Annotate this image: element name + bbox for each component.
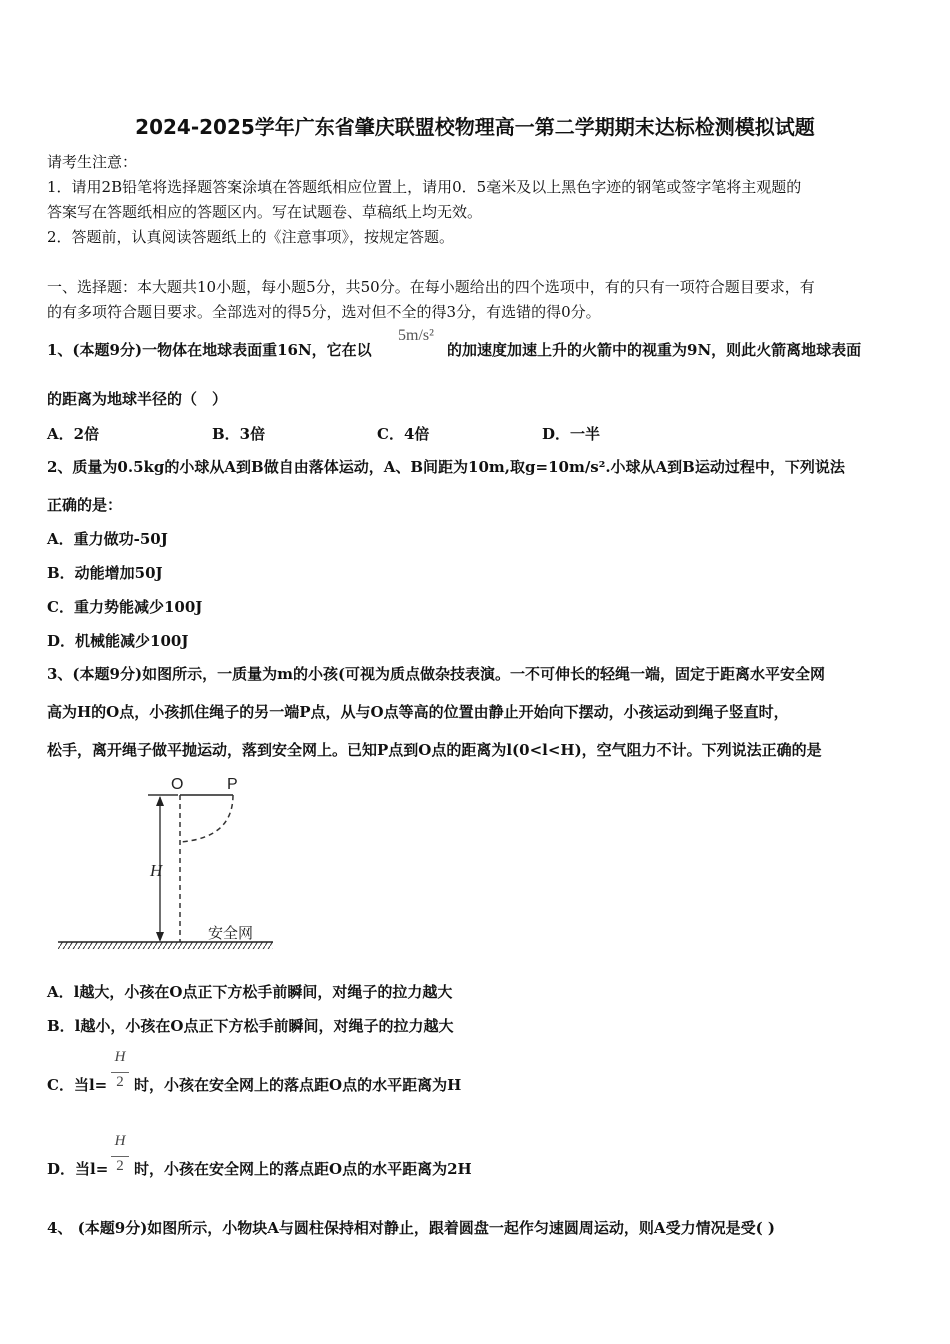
label-p: P: [227, 776, 238, 793]
notice-line-2: 2．答题前，认真阅读答题纸上的《注意事项》，按规定答题。: [47, 228, 455, 246]
fraction-denominator: 2: [116, 1074, 124, 1090]
notice-line-1a: 1．请用2B铅笔将选择题答案涂填在答题纸相应位置上，请用0．5毫米及以上黑色字迹的钢笔或签字笔将主观题的: [47, 178, 802, 196]
section-line-1: 一、选择题：本大题共10小题，每小题5分，共50分。在每小题给出的四个选项中，有的只有一项符合题目要求，有: [47, 278, 815, 296]
arrow-head-down: [156, 932, 164, 942]
q2-option-c: C．重力势能减少100J: [47, 598, 203, 616]
q1-text-line2: 的距离为地球半径的（ ）: [47, 390, 228, 408]
label-h: H: [150, 861, 163, 880]
q3-option-a: A．l越大，小孩在O点正下方松手前瞬间，对绳子的拉力越大: [47, 983, 453, 1001]
notice-heading: 请考生注意：: [47, 153, 138, 171]
q1-option-a: A．2倍: [47, 425, 100, 443]
q1-option-c: C．4倍: [377, 425, 430, 443]
page-title: 2024-2025学年广东省肇庆联盟校物理高一第二学期期末达标检测模拟试题: [135, 115, 815, 139]
q3-option-d-pre: D．当l=: [47, 1160, 109, 1178]
q3-option-c-pre: C．当l=: [47, 1076, 108, 1094]
fraction-bar: [111, 1072, 129, 1073]
q3-text-line2: 高为H的O点，小孩抓住绳子的另一端P点，从与O点等高的位置由静止开始向下摆动，小孩运动到绳子竖直时，: [47, 703, 789, 721]
q3-option-d-fraction: [111, 1133, 129, 1179]
q1-option-b: B．3倍: [212, 425, 266, 443]
q3-option-c-post: 时，小孩在安全网上的落点距O点的水平距离为H: [134, 1076, 462, 1094]
q3-option-c-fraction: [111, 1049, 129, 1095]
q3-text-line3: 松手，离开绳子做平抛运动，落到安全网上。已知P点到O点的距离为l(0<l<H)，空气阻力不计。下列说法正确的是: [47, 741, 822, 759]
fraction-denominator: 2: [116, 1158, 124, 1174]
q1-option-d: D．一半: [542, 425, 601, 443]
fraction-bar: [111, 1156, 129, 1157]
section-line-2: 的有多项符合题目要求。全部选对的得5分，选对但不全的得3分，有选错的得0分。: [47, 303, 601, 321]
q1-text-post: 的加速度加速上升的火箭中的视重为9N，则此火箭离地球表面: [447, 341, 862, 359]
fraction-numerator: H: [114, 1049, 126, 1065]
notice-line-1b: 答案写在答题纸相应的答题区内。写在试题卷、草稿纸上均无效。: [47, 203, 483, 221]
label-safety-net: 安全网: [208, 924, 254, 942]
q2-text-line2: 正确的是：: [47, 496, 123, 514]
q1-unit-formula: 5m/s²: [398, 327, 434, 344]
q3-option-d-post: 时，小孩在安全网上的落点距O点的水平距离为2H: [134, 1160, 472, 1178]
fraction-numerator: H: [114, 1133, 126, 1149]
q3-option-b: B．l越小，小孩在O点正下方松手前瞬间，对绳子的拉力越大: [47, 1017, 454, 1035]
q4-text-line1: 4、 (本题9分)如图所示，小物块A与圆柱保持相对静止，跟着圆盘一起作匀速圆周运动，则A受力情况是受( ): [47, 1219, 775, 1237]
q1-text-pre: 1、(本题9分)一物体在地球表面重16N，它在以: [47, 341, 372, 359]
q2-option-d: D．机械能减少100J: [47, 632, 189, 650]
q2-text-line1: 2、质量为0.5kg的小球从A到B做自由落体运动，A、B间距为10m,取g=10m/s².小球从A到B运动过程中，下列说法: [47, 458, 845, 476]
q2-option-b: B．动能增加50J: [47, 564, 163, 582]
label-o: O: [171, 776, 184, 793]
q3-text-line1: 3、(本题9分)如图所示，一质量为m的小孩(可视为质点做杂技表演。一不可伸长的轻绳一端，固定于距离水平安全网: [47, 665, 826, 683]
ground-hatch: [58, 942, 273, 949]
arrow-head-up: [156, 796, 164, 806]
pendulum-figure: [50, 770, 280, 960]
q2-option-a: A．重力做功-50J: [47, 530, 168, 548]
swing-arc: [180, 795, 233, 842]
